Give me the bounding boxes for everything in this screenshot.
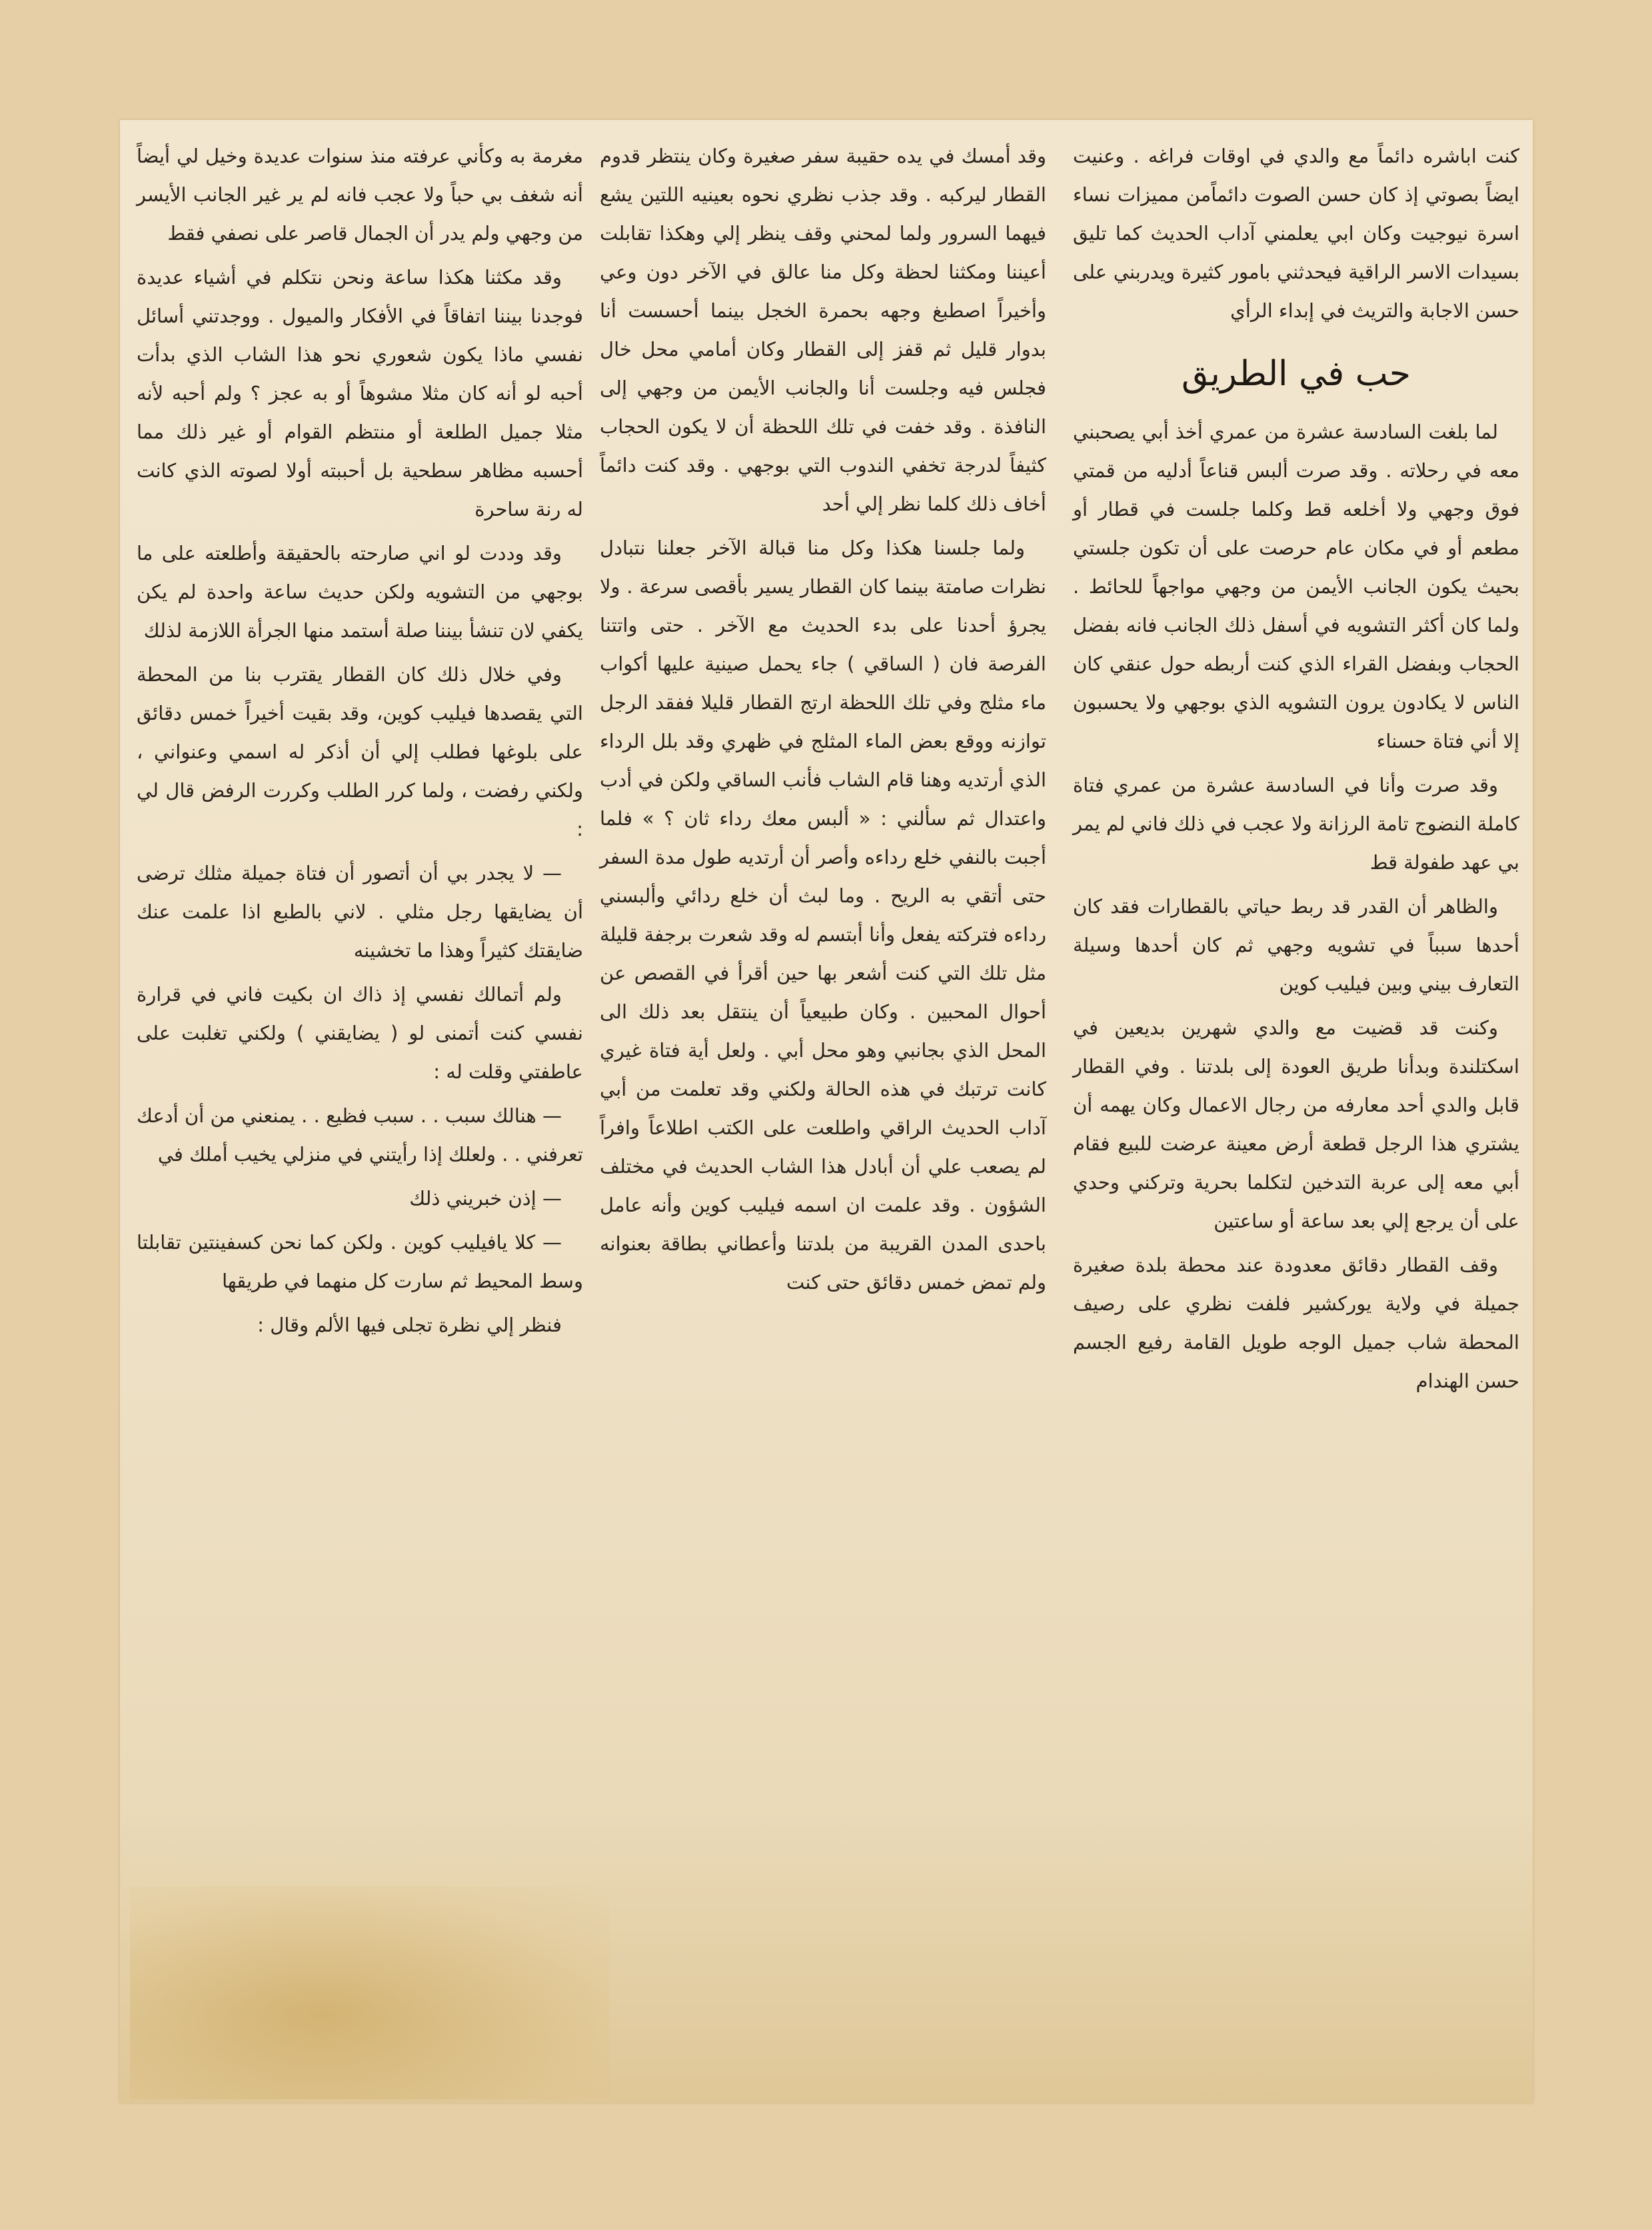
paragraph: — لا يجدر بي أن أتصور أن فتاة جميلة مثلك ترضى أن يضايقها رجل مثلي . لاني بالطبع اذا علمت عنك ضايقتك كثيراً وهذا ما تخشينه: [137, 862, 583, 962]
column-middle: [600, 137, 1046, 1307]
article-title: حب في الطريق: [1182, 354, 1411, 394]
paragraph: ولم أتمالك نفسي إذ ذاك ان بكيت فاني في قرارة نفسي كنت أتمنى لو ( يضايقني ) ولكني تغلبت على عاطفتي وقلت له :: [137, 983, 583, 1083]
column-left: [137, 137, 583, 1350]
paragraph: فنظر إلي نظرة تجلى فيها الألم وقال :: [257, 1314, 562, 1336]
paragraph: — هنالك سبب . . سبب فظيع . . يمنعني من أن أدعك تعرفني . . ولعلك إذا رأيتني في منزلي يخيب أملك في: [137, 1104, 583, 1166]
paragraph: وقد صرت وأنا في السادسة عشرة من عمري فتاة كاملة النضوج تامة الرزانة ولا عجب في ذلك فاني لم يمر بي عهد طفولة قط: [1073, 774, 1519, 874]
paragraph: — كلا يافيليب كوين . ولكن كما نحن كسفينتين تقابلتا وسط المحيط ثم سارت كل منهما في طريقها: [137, 1231, 583, 1292]
paragraph: وقف القطار دقائق معدودة عند محطة بلدة صغيرة جميلة في ولاية يوركشير فلفت نظري على رصيف المحطة شاب جميل الوجه طويل القامة رفيع الجسم حسن الهندام: [1073, 1254, 1519, 1392]
paragraph: كنت اباشره دائماً مع والدي في اوقات فراغه . وعنيت ايضاً بصوتي إذ كان حسن الصوت دائماًمن مميزات نساء اسرة نيوجيت وكان ابي يعلمني آداب الحديث كما تليق بسيدات الاسر الراقية فيحدثني بامور كثيرة ويدربني على حسن الاجابة والتريث في إبداء الرأي: [1073, 145, 1519, 322]
paragraph: وكنت قد قضيت مع والدي شهرين بديعين في اسكتلندة وبدأنا طريق العودة إلى بلدتنا . وفي القطار قابل والدي أحد معارفه من رجال الاعمال وكان يهمه أن يشتري هذا الرجل قطعة أرض معينة عرضت للبيع فقام أبي معه إلى عربة التدخين لتكلما بحرية وتركني وحدي على أن يرجع إلي بعد ساعة أو ساعتين: [1073, 1016, 1519, 1232]
paragraph: والظاهر أن القدر قد ربط حياتي بالقطارات فقد كان أحدها سبباً في تشويه وجهي ثم كان أحدها وسيلة التعارف بيني وبين فيليب كوين: [1073, 895, 1519, 995]
paragraph: لما بلغت السادسة عشرة من عمري أخذ أبي يصحبني معه في رحلاته . وقد صرت ألبس قناعاً أدليه من قمتي فوق وجهي ولا أخلعه قط وكلما جلست في قطار أو مطعم أو في مكان عام حرصت على أن تكون جلستي بحيث يكون الجانب الأيمن من وجهي مواجهاً للحائط . ولما كان أكثر التشويه في أسفل ذلك الجانب فانه بفضل الحجاب وبفضل القراء الذي كنت أربطه حول عنقي كان الناس لا يكادون يرون التشويه الذي بوجهي ولا يحسبون إلا أني فتاة حسناء: [1073, 421, 1519, 752]
paragraph: وفي خلال ذلك كان القطار يقترب بنا من المحطة التي يقصدها فيليب كوين، وقد بقيت أخيراً خمس دقائق على بلوغها فطلب إلي أن أذكر له اسمي وعنواني ، ولكني رفضت ، ولما كرر الطلب وكررت الرفض قال لي :: [137, 663, 583, 840]
paragraph: مغرمة به وكأني عرفته منذ سنوات عديدة وخيل لي أيضاً أنه شغف بي حباً ولا عجب فانه لم ير غير الجانب الأيسر من وجهي ولم يدر أن الجمال قاصر على نصفي فقط: [137, 145, 583, 245]
paragraph: — إذن خبريني ذلك: [409, 1187, 562, 1210]
paragraph: وقد وددت لو اني صارحته بالحقيقة وأطلعته على ما بوجهي من التشويه ولكن حديث ساعة واحدة لم يكن يكفي لان تنشأ بيننا صلة أستمد منها الجرأة اللازمة لذلك: [137, 542, 583, 642]
paragraph: وقد مكثنا هكذا ساعة ونحن نتكلم في أشياء عديدة فوجدنا بيننا اتفاقاً في الأفكار والميول . ووجدتني أسائل نفسي ماذا يكون شعوري نحو هذا الشاب الذي بدأت أحبه لو أنه كان مثلا مشوهاً أو به عجز ؟ ولم أحبه لأنه مثلا جميل الطلعة أو منتظم القوام أو غير ذلك مما أحسبه مظاهر سطحية بل أحببته أولا لصوته الذي كانت له رنة ساحرة: [137, 266, 583, 521]
column-right: [1073, 137, 1519, 1406]
paragraph: وقد أمسك في يده حقيبة سفر صغيرة وكان ينتظر قدوم القطار ليركبه . وقد جذب نظري نحوه بعينيه اللتين يشع فيهما السرور ولما لمحني وقف ينظر إلي وهكذا تقابلت أعيننا ومكثنا لحظة وكل منا عالق في الآخر دون وعي وأخيراً اصطبغ وجهه بحمرة الخجل بينما أحسست أنا بدوار قليل ثم قفز إلى القطار وكان أمامي محل خال فجلس فيه وجلست أنا والجانب الأيمن من وجهي إلى النافذة . وقد خفت في تلك اللحظة أن لا يكون الحجاب كثيفاً لدرجة تخفي الندوب التي بوجهي . وقد كنت دائماً أخاف ذلك كلما نظر إلي أحد: [600, 145, 1046, 515]
paragraph: ولما جلسنا هكذا وكل منا قبالة الآخر جعلنا نتبادل نظرات صامتة بينما كان القطار يسير بأقصى سرعة . ولا يجرؤ أحدنا على بدء الحديث مع الآخر . حتى واتتنا الفرصة فان ( الساقي ) جاء يحمل صينية عليها أكواب ماء مثلج وفي تلك اللحظة ارتج القطار قليلا ففقد الرجل توازنه ووقع بعض الماء المثلج في ظهري وقد بلل الرداء الذي أرتديه وهنا قام الشاب فأنب الساقي ولكن في أدب واعتدال ثم سألني : « ألبس معك رداء ثان ؟ » فلما أجبت بالنفي خلع رداءه وأصر أن أرتديه طول مدة السفر حتى أتقي به الريح . وما لبث أن خلع ردائي وألبسني رداءه فتركته يفعل وأنا أبتسم له وقد شعرت برجفة قليلة مثل تلك التي كنت أشعر بها حين أقرأ في القصص عن أحوال المحبين . وكان طبيعياً أن ينتقل بعد ذلك الى المحل الذي بجانبي وهو محل أبي . ولعل أية فتاة غيري كانت ترتبك في هذه الحالة ولكني وقد تعلمت من أبي آداب الحديث الراقي واطلعت على الكتب اطلاعاً وافراً لم يصعب علي أن أبادل هذا الشاب الحديث في مختلف الشؤون . وقد علمت ان اسمه فيليب كوين وأنه عامل باحدى المدن القريبة من بلدتنا وأعطاني بطاقة بعنوانه ولم تمض خمس دقائق حتى كنت: [600, 537, 1046, 1294]
